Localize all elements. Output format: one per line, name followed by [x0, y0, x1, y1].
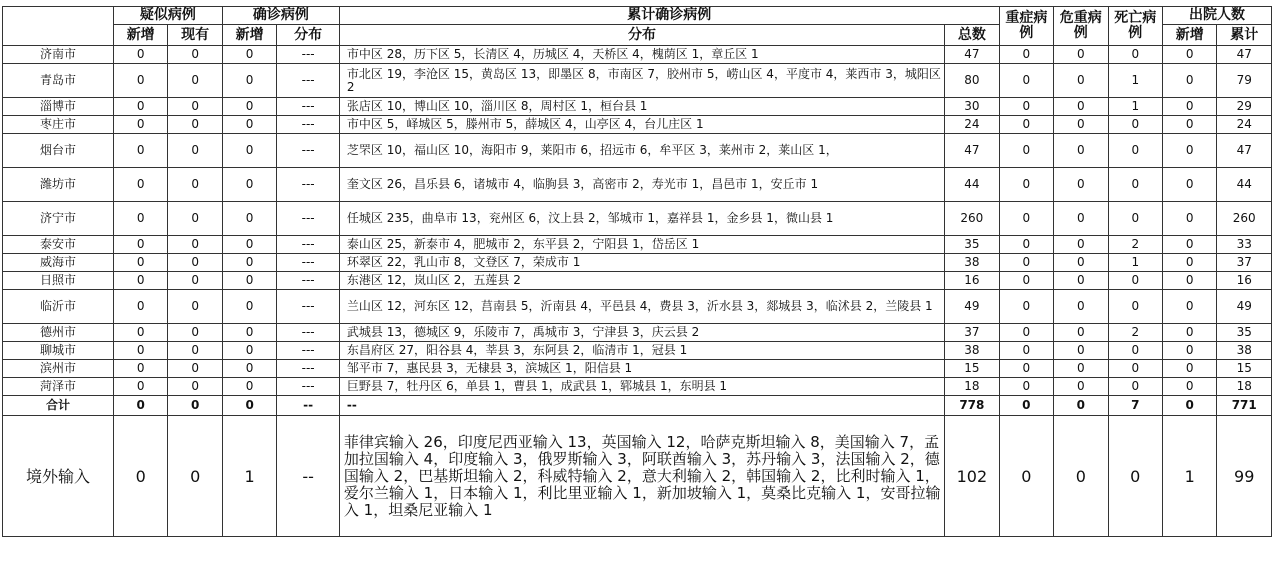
distribution-cell: 环翠区 22，乳山市 8，文登区 7，荣成市 1: [339, 254, 944, 272]
header-row-1: [3, 7, 1272, 25]
suspected-new-cell: 0: [113, 64, 167, 98]
total-cell: 38: [945, 342, 999, 360]
table-row: [3, 272, 1272, 290]
severe-cell: 0: [999, 98, 1053, 116]
total-cell: 47: [945, 134, 999, 168]
confirmed-distribution-cell: ---: [277, 202, 340, 236]
suspected-current-cell: 0: [168, 290, 222, 324]
discharged-cumulative-cell: 18: [1217, 378, 1272, 396]
critical-cell: 0: [1054, 134, 1108, 168]
discharged-new-cell: 0: [1163, 202, 1217, 236]
confirmed-distribution-cell: ---: [277, 378, 340, 396]
suspected-current-cell: 0: [168, 116, 222, 134]
table-row: [3, 360, 1272, 378]
total-cell: 30: [945, 98, 999, 116]
city-cell: 烟台市: [3, 134, 114, 168]
deaths-cell: 0: [1108, 202, 1162, 236]
critical-cell: 0: [1054, 342, 1108, 360]
total-cell: 16: [945, 272, 999, 290]
deaths-cell: 1: [1108, 254, 1162, 272]
discharged-new-cell: 0: [1163, 46, 1217, 64]
critical-cell: 0: [1054, 254, 1108, 272]
discharged-cumulative-cell: 37: [1217, 254, 1272, 272]
deaths-header: 死亡病例: [1108, 7, 1162, 46]
discharged-cumulative-cell: 47: [1217, 46, 1272, 64]
deaths-cell: 0: [1108, 168, 1162, 202]
deaths-cell: 0: [1108, 378, 1162, 396]
confirmed-new-cell: 0: [222, 64, 276, 98]
suspected-new-cell: 0: [113, 290, 167, 324]
suspected-new-cell: 0: [113, 254, 167, 272]
confirmed-new-cell: 0: [222, 290, 276, 324]
cumulative-total-header: 总数: [945, 25, 999, 46]
critical-cell: 0: [1054, 168, 1108, 202]
city-cell: 泰安市: [3, 236, 114, 254]
total-cell: 47: [945, 46, 999, 64]
city-cell: 境外输入: [3, 416, 114, 537]
discharged-cumulative-cell: 16: [1217, 272, 1272, 290]
discharged-new-cell: 0: [1163, 134, 1217, 168]
severe-cell: 0: [999, 416, 1053, 537]
total-cell: 37: [945, 324, 999, 342]
suspected-current-header: 现有: [168, 25, 222, 46]
total-cell: 18: [945, 378, 999, 396]
suspected-new-cell: 0: [113, 342, 167, 360]
critical-cell: 0: [1054, 324, 1108, 342]
confirmed-new-cell: 0: [222, 236, 276, 254]
suspected-current-cell: 0: [168, 324, 222, 342]
critical-cell: 0: [1054, 416, 1108, 537]
critical-cell: 0: [1054, 290, 1108, 324]
total-cell: 80: [945, 64, 999, 98]
deaths-cell: 0: [1108, 116, 1162, 134]
city-cell: 青岛市: [3, 64, 114, 98]
table-row: [3, 64, 1272, 98]
severe-cell: 0: [999, 134, 1053, 168]
suspected-current-cell: 0: [168, 378, 222, 396]
suspected-new-cell: 0: [113, 416, 167, 537]
table-row: [3, 116, 1272, 134]
table-row: [3, 342, 1272, 360]
discharged-cumulative-cell: 44: [1217, 168, 1272, 202]
discharged-cumulative-cell: 49: [1217, 290, 1272, 324]
confirmed-new-cell: 0: [222, 324, 276, 342]
distribution-cell: 市中区 28，历下区 5，长清区 4，历城区 4，天桥区 4，槐荫区 1，章丘区 1: [339, 46, 944, 64]
severe-cell: 0: [999, 360, 1053, 378]
city-cell: 日照市: [3, 272, 114, 290]
critical-cell: 0: [1054, 202, 1108, 236]
suspected-new-cell: 0: [113, 396, 167, 416]
city-cell: 济宁市: [3, 202, 114, 236]
suspected-current-cell: 0: [168, 416, 222, 537]
critical-cell: 0: [1054, 360, 1108, 378]
critical-cell: 0: [1054, 46, 1108, 64]
confirmed-new-cell: 0: [222, 254, 276, 272]
table-row: [3, 98, 1272, 116]
confirmed-new-cell: 0: [222, 378, 276, 396]
critical-cell: 0: [1054, 64, 1108, 98]
city-cell: 菏泽市: [3, 378, 114, 396]
confirmed-distribution-cell: --: [277, 396, 340, 416]
severe-cell: 0: [999, 168, 1053, 202]
suspected-current-cell: 0: [168, 46, 222, 64]
deaths-cell: 0: [1108, 134, 1162, 168]
discharged-new-cell: 0: [1163, 168, 1217, 202]
distribution-cell: 泰山区 25，新泰市 4，肥城市 2，东平县 2，宁阳县 1，岱岳区 1: [339, 236, 944, 254]
distribution-cell: 东昌府区 27，阳谷县 4，莘县 3，东阿县 2，临清市 1，冠县 1: [339, 342, 944, 360]
suspected-new-cell: 0: [113, 168, 167, 202]
confirmed-distribution-cell: ---: [277, 360, 340, 378]
discharged-cumulative-cell: 33: [1217, 236, 1272, 254]
suspected-current-cell: 0: [168, 254, 222, 272]
severe-cell: 0: [999, 324, 1053, 342]
suspected-current-cell: 0: [168, 396, 222, 416]
severe-cell: 0: [999, 116, 1053, 134]
city-cell: 德州市: [3, 324, 114, 342]
critical-cell: 0: [1054, 98, 1108, 116]
deaths-cell: 0: [1108, 46, 1162, 64]
distribution-cell: 菲律宾输入 26，印度尼西亚输入 13，英国输入 12，哈萨克斯坦输入 8，美国输入 7，孟加拉国输入 4，印度输入 3，俄罗斯输入 3，阿联酋输入 3，苏丹输入 3，法国输入 2，德国输入 2，巴基斯坦输入 2，科威特输入 2，意大利输入 2，韩国输入 2，比利时输入 1，爱尔兰输入 1，日本输入 1，利比里亚输入 1，新加坡输入 1，莫桑比克输入 1，安哥拉输入 1，坦桑尼亚输入 1: [339, 416, 944, 537]
confirmed-new-cell: 0: [222, 168, 276, 202]
imported-row: [3, 416, 1272, 537]
city-cell: 枣庄市: [3, 116, 114, 134]
critical-cell: 0: [1054, 272, 1108, 290]
suspected-new-cell: 0: [113, 360, 167, 378]
severe-cell: 0: [999, 342, 1053, 360]
total-cell: 35: [945, 236, 999, 254]
distribution-cell: 巨野县 7，牡丹区 6，单县 1，曹县 1，成武县 1，郓城县 1，东明县 1: [339, 378, 944, 396]
critical-cell: 0: [1054, 236, 1108, 254]
corner-cell: [3, 7, 114, 46]
table-row: [3, 378, 1272, 396]
discharged-cumulative-cell: 15: [1217, 360, 1272, 378]
suspected-new-cell: 0: [113, 46, 167, 64]
discharged-cumulative-cell: 260: [1217, 202, 1272, 236]
table-row: [3, 254, 1272, 272]
confirmed-distribution-cell: ---: [277, 324, 340, 342]
confirmed-distribution-cell: ---: [277, 236, 340, 254]
confirmed-distribution-cell: ---: [277, 116, 340, 134]
confirmed-distribution-cell: ---: [277, 98, 340, 116]
discharged-new-cell: 0: [1163, 236, 1217, 254]
discharged-header: 出院人数: [1163, 7, 1272, 25]
table-row: [3, 236, 1272, 254]
critical-cell: 0: [1054, 116, 1108, 134]
deaths-cell: 1: [1108, 98, 1162, 116]
confirmed-header: 确诊病例: [222, 7, 339, 25]
city-cell: 合计: [3, 396, 114, 416]
severe-cell: 0: [999, 202, 1053, 236]
city-cell: 聊城市: [3, 342, 114, 360]
table-row: [3, 290, 1272, 324]
suspected-current-cell: 0: [168, 98, 222, 116]
severe-cell: 0: [999, 378, 1053, 396]
confirmed-new-cell: 0: [222, 342, 276, 360]
table-row: [3, 202, 1272, 236]
total-cell: 778: [945, 396, 999, 416]
suspected-header: 疑似病例: [113, 7, 222, 25]
epidemic-table: [2, 6, 1272, 537]
confirmed-distribution-cell: ---: [277, 254, 340, 272]
deaths-cell: 0: [1108, 290, 1162, 324]
confirmed-new-cell: 0: [222, 46, 276, 64]
discharged-cumulative-cell: 35: [1217, 324, 1272, 342]
table-row: [3, 168, 1272, 202]
severe-cell: 0: [999, 46, 1053, 64]
confirmed-new-cell: 0: [222, 116, 276, 134]
distribution-cell: 任城区 235，曲阜市 13，兖州区 6，汶上县 2，邹城市 1，嘉祥县 1，金乡县 1，微山县 1: [339, 202, 944, 236]
suspected-current-cell: 0: [168, 342, 222, 360]
distribution-cell: 芝罘区 10，福山区 10，海阳市 9，莱阳市 6，招远市 6，牟平区 3，莱州市 2，莱山区 1，: [339, 134, 944, 168]
table-row: [3, 324, 1272, 342]
deaths-cell: 0: [1108, 272, 1162, 290]
discharged-new-cell: 0: [1163, 324, 1217, 342]
city-cell: 威海市: [3, 254, 114, 272]
discharged-new-cell: 0: [1163, 378, 1217, 396]
city-cell: 滨州市: [3, 360, 114, 378]
discharged-cumulative-cell: 38: [1217, 342, 1272, 360]
discharged-new-cell: 0: [1163, 98, 1217, 116]
distribution-cell: 市中区 5，峄城区 5，滕州市 5，薛城区 4，山亭区 4，台儿庄区 1: [339, 116, 944, 134]
cumulative-distribution-header: 分布: [339, 25, 944, 46]
critical-header: 危重病例: [1054, 7, 1108, 46]
confirmed-distribution-cell: ---: [277, 64, 340, 98]
suspected-new-cell: 0: [113, 272, 167, 290]
deaths-cell: 1: [1108, 64, 1162, 98]
total-cell: 102: [945, 416, 999, 537]
critical-cell: 0: [1054, 396, 1108, 416]
total-cell: 44: [945, 168, 999, 202]
suspected-current-cell: 0: [168, 168, 222, 202]
confirmed-distribution-cell: ---: [277, 134, 340, 168]
total-row: [3, 396, 1272, 416]
suspected-current-cell: 0: [168, 134, 222, 168]
city-cell: 潍坊市: [3, 168, 114, 202]
severe-cell: 0: [999, 236, 1053, 254]
discharged-new-cell: 0: [1163, 254, 1217, 272]
confirmed-distribution-cell: ---: [277, 272, 340, 290]
city-cell: 临沂市: [3, 290, 114, 324]
deaths-cell: 0: [1108, 360, 1162, 378]
discharged-new-cell: 0: [1163, 342, 1217, 360]
suspected-current-cell: 0: [168, 272, 222, 290]
discharged-cumulative-cell: 29: [1217, 98, 1272, 116]
critical-cell: 0: [1054, 378, 1108, 396]
deaths-cell: 2: [1108, 324, 1162, 342]
table-row: [3, 134, 1272, 168]
suspected-current-cell: 0: [168, 64, 222, 98]
deaths-cell: 0: [1108, 342, 1162, 360]
distribution-cell: 东港区 12，岚山区 2，五莲县 2: [339, 272, 944, 290]
cumulative-header: 累计确诊病例: [339, 7, 999, 25]
confirmed-new-cell: 0: [222, 360, 276, 378]
distribution-cell: 张店区 10，博山区 10，淄川区 8，周村区 1，桓台县 1: [339, 98, 944, 116]
discharged-new-cell: 1: [1163, 416, 1217, 537]
deaths-cell: 2: [1108, 236, 1162, 254]
discharged-new-cell: 0: [1163, 64, 1217, 98]
severe-cell: 0: [999, 396, 1053, 416]
table-row: [3, 46, 1272, 64]
severe-cell: 0: [999, 254, 1053, 272]
distribution-cell: 邹平市 7，惠民县 3，无棣县 3，滨城区 1，阳信县 1: [339, 360, 944, 378]
confirmed-distribution-cell: --: [277, 416, 340, 537]
confirmed-distribution-cell: ---: [277, 342, 340, 360]
total-cell: 15: [945, 360, 999, 378]
discharged-cumulative-cell: 24: [1217, 116, 1272, 134]
discharged-new-header: 新增: [1163, 25, 1217, 46]
suspected-current-cell: 0: [168, 202, 222, 236]
discharged-new-cell: 0: [1163, 116, 1217, 134]
discharged-new-cell: 0: [1163, 396, 1217, 416]
distribution-cell: 兰山区 12，河东区 12，莒南县 5，沂南县 4，平邑县 4，费县 3，沂水县 3，郯城县 3，临沭县 2，兰陵县 1: [339, 290, 944, 324]
confirmed-new-cell: 1: [222, 416, 276, 537]
confirmed-new-cell: 0: [222, 202, 276, 236]
severe-cell: 0: [999, 64, 1053, 98]
severe-cell: 0: [999, 290, 1053, 324]
suspected-current-cell: 0: [168, 360, 222, 378]
deaths-cell: 0: [1108, 416, 1162, 537]
suspected-new-cell: 0: [113, 116, 167, 134]
deaths-cell: 7: [1108, 396, 1162, 416]
discharged-new-cell: 0: [1163, 290, 1217, 324]
severe-header: 重症病例: [999, 7, 1053, 46]
suspected-new-cell: 0: [113, 202, 167, 236]
distribution-cell: 武城县 13，德城区 9，乐陵市 7，禹城市 3，宁津县 3，庆云县 2: [339, 324, 944, 342]
distribution-cell: 市北区 19，李沧区 15，黄岛区 13，即墨区 8，市南区 7，胶州市 5，崂山区 4，平度市 4，莱西市 3，城阳区 2: [339, 64, 944, 98]
total-cell: 49: [945, 290, 999, 324]
confirmed-new-cell: 0: [222, 134, 276, 168]
total-cell: 38: [945, 254, 999, 272]
suspected-new-cell: 0: [113, 378, 167, 396]
severe-cell: 0: [999, 272, 1053, 290]
table-body: [3, 46, 1272, 537]
confirmed-new-cell: 0: [222, 272, 276, 290]
suspected-current-cell: 0: [168, 236, 222, 254]
suspected-new-cell: 0: [113, 134, 167, 168]
suspected-new-cell: 0: [113, 236, 167, 254]
city-cell: 济南市: [3, 46, 114, 64]
discharged-new-cell: 0: [1163, 360, 1217, 378]
discharged-cumulative-cell: 47: [1217, 134, 1272, 168]
suspected-new-header: 新增: [113, 25, 167, 46]
suspected-new-cell: 0: [113, 98, 167, 116]
confirmed-new-cell: 0: [222, 396, 276, 416]
distribution-cell: 奎文区 26，昌乐县 6，诸城市 4，临朐县 3，高密市 2，寿光市 1，昌邑市 1，安丘市 1: [339, 168, 944, 202]
total-cell: 24: [945, 116, 999, 134]
confirmed-distribution-cell: ---: [277, 46, 340, 64]
total-cell: 260: [945, 202, 999, 236]
confirmed-distribution-cell: ---: [277, 168, 340, 202]
discharged-cumulative-header: 累计: [1217, 25, 1272, 46]
discharged-cumulative-cell: 79: [1217, 64, 1272, 98]
discharged-cumulative-cell: 771: [1217, 396, 1272, 416]
city-cell: 淄博市: [3, 98, 114, 116]
confirmed-new-header: 新增: [222, 25, 276, 46]
suspected-new-cell: 0: [113, 324, 167, 342]
confirmed-new-cell: 0: [222, 98, 276, 116]
confirmed-distribution-header: 分布: [277, 25, 340, 46]
distribution-cell: --: [339, 396, 944, 416]
discharged-new-cell: 0: [1163, 272, 1217, 290]
discharged-cumulative-cell: 99: [1217, 416, 1272, 537]
confirmed-distribution-cell: ---: [277, 290, 340, 324]
